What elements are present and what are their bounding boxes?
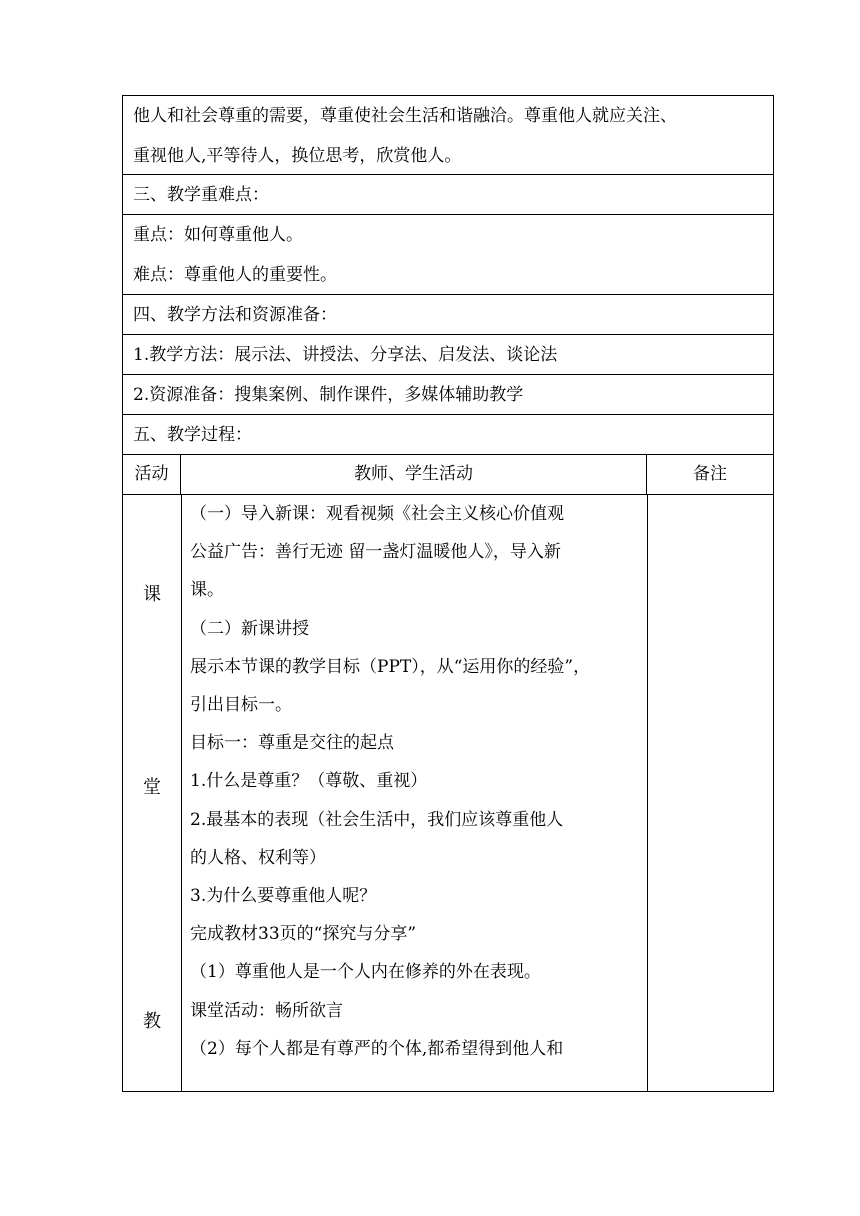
section-4-heading: 四、教学方法和资源准备： [122,295,774,335]
difficult-point: 难点：尊重他人的重要性。 [133,265,337,285]
resource-preparation: 2.资源准备：搜集案例、制作课件，多媒体辅助教学 [122,375,774,415]
header-notes: 备注 [693,464,727,484]
section-3-heading: 三、教学重难点： [122,175,774,215]
process-line: （2）每个人都是有尊严的个体,都希望得到他人和 [190,1038,564,1059]
process-line: 完成教材33页的“探究与分享” [190,924,417,945]
process-line: （二）新课讲授 [190,618,309,639]
process-table-body [122,495,774,1092]
activity-char: 课 [143,584,161,605]
activity-column [123,495,182,1091]
process-line: 课堂活动：畅所欲言 [190,1000,343,1021]
header-teacher-student: 教师、学生活动 [181,455,647,494]
lesson-plan-table [122,95,774,1092]
key-point: 重点：如何尊重他人。 [133,225,303,245]
process-column [182,495,648,1091]
process-line: （一）导入新课：观看视频《社会主义核心价值观 [190,504,564,524]
process-line: 引出目标一。 [190,695,292,716]
process-table-header [122,455,774,495]
header-activity: 活动 [123,455,181,494]
process-line: 的人格、权利等） [190,847,326,868]
process-line: （1）尊重他人是一个人内在修养的外在表现。 [190,962,541,983]
process-line: 3.为什么要尊重他人呢？ [190,886,377,907]
process-line: 目标一：尊重是交往的起点 [190,733,394,754]
process-line: 课。 [190,580,224,601]
process-line: 2.最基本的表现（社会生活中，我们应该尊重他人 [190,809,564,830]
process-line: 1.什么是尊重？（尊敬、重视） [190,771,428,792]
activity-char: 堂 [143,777,161,798]
section-5-heading: 五、教学过程： [122,415,774,455]
intro-line: 重视他人,平等待人，换位思考，欣赏他人。 [133,146,462,166]
process-line: 展示本节课的教学目标（PPT），从“运用你的经验”， [190,656,591,677]
activity-char: 教 [143,1011,161,1032]
intro-line: 他人和社会尊重的需要，尊重使社会生活和谐融洽。尊重他人就应关注、 [133,106,677,126]
teaching-method: 1.教学方法：展示法、讲授法、分享法、启发法、谈论法 [122,335,774,375]
key-points [122,215,774,295]
notes-column [648,495,773,1091]
process-line: 公益广告：善行无迹 留一盏灯温暖他人》，导入新 [190,542,561,563]
intro-paragraph [122,95,774,175]
